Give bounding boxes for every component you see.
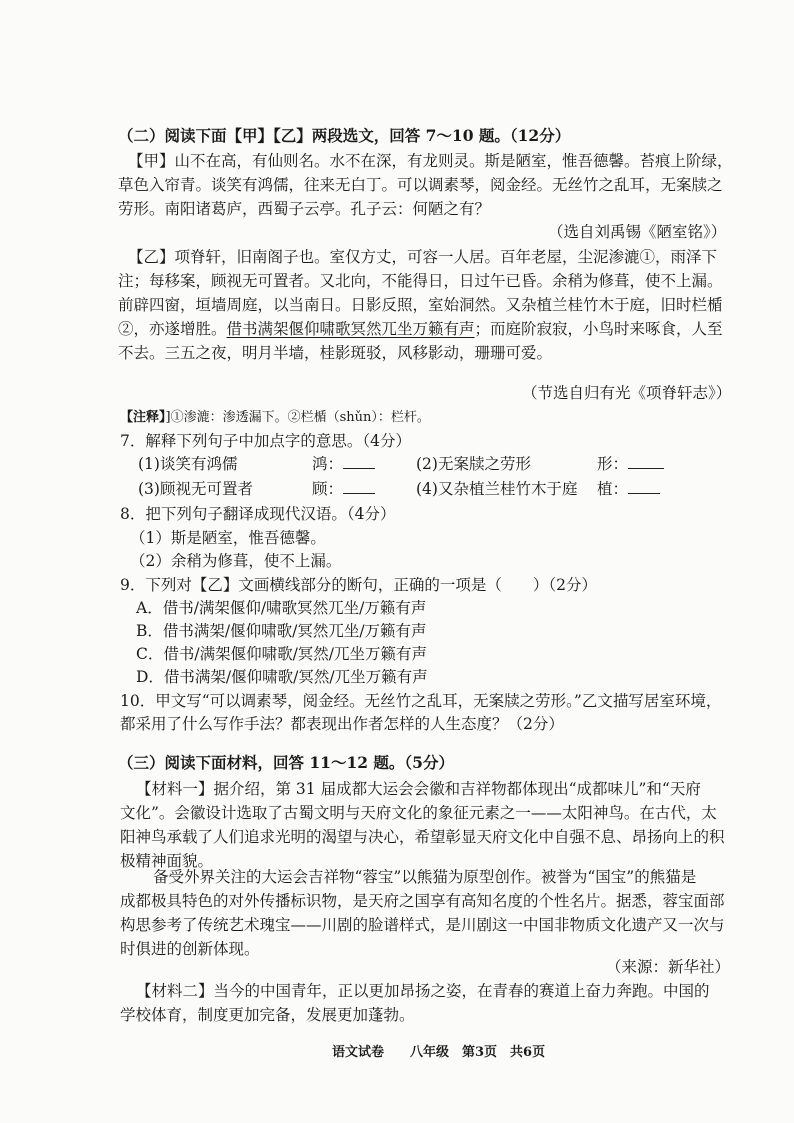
material-1-line-4: 极精神面貌。 xyxy=(120,852,214,870)
q9-option-a[interactable]: A．借书/满架偃仰/啸歌冥然兀坐/万籁有声 xyxy=(136,599,427,617)
material-2-line-2: 学校体育，制度更加完备，发展更加蓬勃。 xyxy=(120,1006,415,1024)
q7-item-3-answer xyxy=(312,478,375,500)
q7-item-4-char: 植： xyxy=(597,480,629,498)
q7-stem: 7．解释下列句子中加点字的意思。（4分） xyxy=(120,432,411,450)
material-1-line-2: 文化”。会徽设计选取了古蜀文明与天府文化的象征元素之一——太阳神鸟。在古代，太 xyxy=(120,804,717,822)
q9-option-d[interactable]: D．借书满架/偃仰啸歌/冥然/兀坐万籁有声 xyxy=(136,668,428,686)
q9-option-c[interactable]: C．借书/满架偃仰啸歌/冥然/兀坐万籁有声 xyxy=(136,645,428,663)
material-1b-line-1: 备受外界关注的大运会吉祥物“蓉宝”以熊猫为原型创作。被誉为“国宝”的熊猫是 xyxy=(153,868,697,886)
q8-stem: 8．把下列句子翻译成现代汉语。（4分） xyxy=(120,505,396,523)
material-1b-line-3: 构思参考了传统艺术瑰宝——川剧的脸谱样式，是川剧这一中国非物质文化遗产又一次与 xyxy=(120,916,725,934)
section-3-title: （三）阅读下面材料，回答 11～12 题。（5分） xyxy=(118,753,454,772)
material-1b-line-4: 时俱进的创新体现。 xyxy=(120,940,260,958)
yi-line-2: 注；每移案，顾视无可置者。又北向，不能得日，日过午已昏。余稍为修葺，使不上漏。 xyxy=(118,272,723,290)
q8-item-1: （1）斯是陋室，惟吾德馨。 xyxy=(130,529,326,547)
q7-item-4-sentence: (4)又杂植兰桂竹木于庭 xyxy=(416,480,578,498)
q8-item-2: （2）余稍为修葺，使不上漏。 xyxy=(130,552,342,570)
q7-item-2-char: 形： xyxy=(597,455,629,473)
yi-source: （节选自归有光《项脊轩志》） xyxy=(522,384,732,402)
material-1-line-3: 阳神鸟承载了人们追求光明的渴望与决心，希望彰显天府文化中自强不息、昂扬向上的积 xyxy=(120,828,725,846)
q10-line-2: 都采用了什么写作手法？都表现出作者怎样的人生态度？（2分） xyxy=(120,715,564,733)
q7-item-1-char: 鸿： xyxy=(312,455,344,473)
q7-item-1-answer xyxy=(312,453,375,475)
yi-line-5: 不去。三五之夜，明月半墙，桂影斑驳，风移影动，珊珊可爱。 xyxy=(118,344,553,362)
q7-item-4-blank[interactable] xyxy=(628,479,660,494)
q7-item-2-blank[interactable] xyxy=(628,454,664,469)
note-text: ]①渗漉：渗透漏下。②栏楯（shǔn）：栏杆。 xyxy=(165,410,430,425)
jia-line-2: 草色入帘青。谈笑有鸿儒，往来无白丁。可以调素琴，阅金经。无丝竹之乱耳，无案牍之 xyxy=(118,176,723,194)
q7-item-3-char: 顾： xyxy=(312,480,344,498)
q7-item-1-sentence: (1)谈笑有鸿儒 xyxy=(138,455,238,473)
material-2-line-1: 【材料二】当今的中国青年，正以更加昂扬之姿，在青春的赛道上奋力奔跑。中国的 xyxy=(136,982,710,1000)
material-1b-line-2: 成都极具特色的对外传播标识物，是天府之国享有高知名度的个性名片。据悉，蓉宝面部 xyxy=(120,892,725,910)
q7-item-2-sentence: (2)无案牍之劳形 xyxy=(416,455,531,473)
note-label: 【注释】 xyxy=(120,410,166,425)
q10-line-1: 10．甲文写“可以调素琴，阅金经。无丝竹之乱耳，无案牍之劳形。”乙文描写居室环境， xyxy=(120,692,722,710)
jia-source: （选自刘禹锡《陋室铭》） xyxy=(548,223,727,241)
note xyxy=(120,407,430,429)
yi-line-4-end: ；而庭阶寂寂，小鸟时来啄食，人至 xyxy=(474,320,723,338)
yi-line-4-start: ②，亦遂增胜。 xyxy=(118,320,227,338)
yi-line-3: 前辟四窗，垣墙周庭，以当南日。日影反照，室始洞然。又杂植兰桂竹木于庭，旧时栏楯 xyxy=(118,296,723,314)
yi-line-4 xyxy=(118,318,723,340)
q7-item-1-blank[interactable] xyxy=(343,454,375,469)
q9-option-b[interactable]: B．借书满架/偃仰啸歌/冥然兀坐/万籁有声 xyxy=(136,622,427,640)
underlined-passage: 借书满架偃仰啸歌冥然兀坐万籁有声 xyxy=(226,320,475,338)
section-2-title: （二）阅读下面【甲】【乙】两段选文，回答 7～10 题。（12分） xyxy=(118,126,571,145)
q7-item-3-blank[interactable] xyxy=(343,479,375,494)
page-footer: 语文试卷 八年级 第3页 共6页 xyxy=(332,1045,546,1060)
q7-item-4-answer xyxy=(597,478,660,500)
material-1-source: （来源：新华社） xyxy=(606,958,731,976)
material-1-line-1: 【材料一】据介绍，第 31 届成都大运会会徽和吉祥物都体现出“成都味儿”和“天府 xyxy=(136,780,701,798)
jia-line-3: 劳形。南阳诸葛庐，西蜀子云亭。孔子云：何陋之有？ xyxy=(118,200,491,218)
q7-item-2-answer xyxy=(597,453,664,475)
q7-item-3-sentence: (3)顾视无可置者 xyxy=(138,480,253,498)
q9-stem: 9．下列对【乙】文画横线部分的断句，正确的一项是（ ）（2分） xyxy=(120,576,597,594)
yi-line-1: 【乙】项脊轩，旧南阁子也。室仅方丈，可容一人居。百年老屋，尘泥渗漉①，雨泽下 xyxy=(128,248,718,266)
jia-line-1: 【甲】山不在高，有仙则名。水不在深，有龙则灵。斯是陋室，惟吾德馨。苔痕上阶绿， xyxy=(128,152,733,170)
